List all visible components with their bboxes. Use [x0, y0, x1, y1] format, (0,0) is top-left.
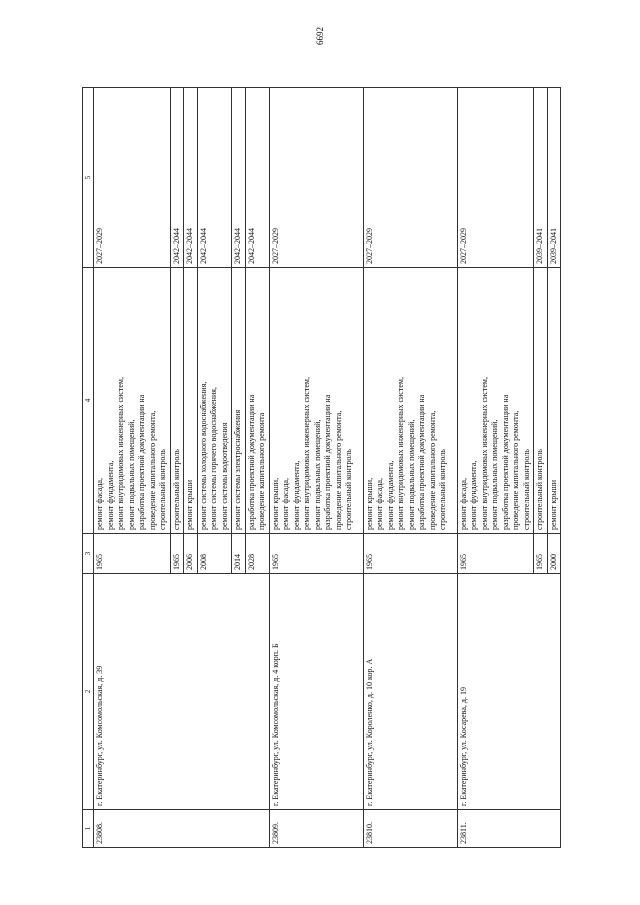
work-line: ремонт крыши [185, 479, 194, 530]
period-cell: 2039–2041 [534, 88, 548, 268]
address-cell: г. Екатеринбург, ул. Комсомольская, д. 4 корп. Б [269, 574, 363, 810]
period-cell: 2042–2044 [245, 88, 269, 268]
table-row [94, 88, 171, 848]
work-line: ремонт подвальных помещений, [406, 419, 416, 530]
work-line: ремонт фасада, [95, 478, 104, 530]
header-col-2: 2 [83, 574, 94, 810]
period-cell: 2042–2044 [170, 88, 184, 268]
work-line: проведение капитального ремонта [257, 412, 266, 530]
works-cell [269, 268, 363, 534]
work-line: ремонт фасада, [281, 478, 290, 530]
work-line: ремонт внутридомовых инженерных систем, [479, 377, 489, 530]
address-cell: г. Екатеринбург, ул. Короленко, д. 10 кор. А [363, 574, 457, 810]
capital-repair-table [82, 87, 561, 848]
period-cell: 2042–2044 [197, 88, 232, 268]
work-line: проведение капитального ремонта, [333, 410, 343, 530]
period-cell: 2042–2044 [184, 88, 198, 268]
work-line: ремонт внутридомовых инженерных систем, [116, 377, 125, 530]
work-line: разработка проектной документации на [500, 394, 510, 530]
work-line: ремонт крыши, [364, 477, 374, 530]
work-line: строительный контроль [438, 449, 447, 530]
period-cell: 2027–2029 [457, 88, 534, 268]
header-col-4: 4 [83, 268, 94, 534]
period-cell: 2027–2029 [363, 88, 457, 268]
year-cell: 1965 [534, 534, 548, 574]
work-line: проведение капитального ремонта, [511, 410, 520, 530]
work-line: ремонт системы горячего водоснабжения, [209, 387, 218, 530]
works-cell [170, 268, 184, 534]
work-line: разработка проектной документации на [417, 394, 426, 530]
year-cell: 1965 [457, 534, 534, 574]
period-cell: 2027–2029 [94, 88, 171, 268]
work-line: разработка проектной документации на [137, 394, 146, 530]
works-cell [457, 268, 534, 534]
work-line: строительный контроль [158, 449, 167, 530]
work-line: строительный контроль [171, 449, 181, 530]
work-line: строительный контроль [535, 449, 544, 530]
works-cell [197, 268, 232, 534]
year-cell: 1965 [363, 534, 457, 574]
work-line: ремонт подвальных помещений, [490, 419, 499, 530]
work-line: ремонт фасада, [458, 478, 468, 530]
year-cell: 2008 [197, 534, 232, 574]
work-line: строительный контроль [521, 449, 531, 530]
year-cell: 2014 [232, 534, 246, 574]
work-line: ремонт фундамента, [385, 460, 395, 530]
works-cell [534, 268, 548, 534]
year-cell: 1965 [269, 534, 363, 574]
work-line: проведение капитального ремонта, [147, 410, 157, 530]
works-cell [94, 268, 171, 534]
work-line: ремонт фундамента, [105, 460, 115, 530]
header-col-1: 1 [83, 810, 94, 848]
document-table-container [82, 88, 602, 848]
works-cell [245, 268, 269, 534]
work-line: ремонт фундамента, [291, 460, 301, 530]
page-number: 6692 [315, 27, 325, 45]
header-row [83, 88, 94, 848]
works-cell [232, 268, 246, 534]
work-line: строительный контроль [344, 449, 353, 530]
work-line: ремонт фасада, [375, 478, 384, 530]
table-row [269, 88, 363, 848]
row-number: 23811. [457, 810, 561, 848]
works-cell [184, 268, 198, 534]
work-line: ремонт крыши [548, 479, 558, 530]
work-line: ремонт крыши, [270, 477, 280, 530]
works-cell [547, 268, 561, 534]
year-cell: 2000 [547, 534, 561, 574]
work-line: проведение капитального ремонта, [427, 410, 437, 530]
work-line: ремонт системы водоотведения [219, 422, 229, 530]
year-cell: 2006 [184, 534, 198, 574]
row-number: 23810. [363, 810, 457, 848]
work-line: разработка проектной документации на [323, 394, 332, 530]
row-number: 23808. [94, 810, 270, 848]
row-number: 23809. [269, 810, 363, 848]
work-line: ремонт внутридомовых инженерных систем, [396, 377, 405, 530]
address-cell: г. Екатеринбург, ул. Комсомольская, д. 39 [94, 574, 270, 810]
period-cell: 2039–2041 [547, 88, 561, 268]
work-line: ремонт системы электроснабжения [233, 409, 242, 530]
work-line: ремонт подвальных помещений, [312, 419, 322, 530]
header-col-3: 3 [83, 534, 94, 574]
year-cell: 1965 [170, 534, 184, 574]
year-cell: 2028 [245, 534, 269, 574]
work-line: разработка проектной документации на [246, 394, 256, 530]
table-row [363, 88, 457, 848]
work-line: ремонт внутридомовых инженерных систем, [302, 377, 311, 530]
address-cell: г. Екатеринбург, ул. Косарева, д. 19 [457, 574, 561, 810]
year-cell: 1965 [94, 534, 171, 574]
work-line: ремонт подвальных помещений, [126, 419, 136, 530]
work-line: ремонт системы холодного водоснабжения, [198, 381, 208, 530]
work-line: ремонт фундамента, [469, 460, 478, 530]
works-cell [363, 268, 457, 534]
table-row [457, 88, 534, 848]
period-cell: 2042–2044 [232, 88, 246, 268]
period-cell: 2027–2029 [269, 88, 363, 268]
header-col-5: 5 [83, 88, 94, 268]
